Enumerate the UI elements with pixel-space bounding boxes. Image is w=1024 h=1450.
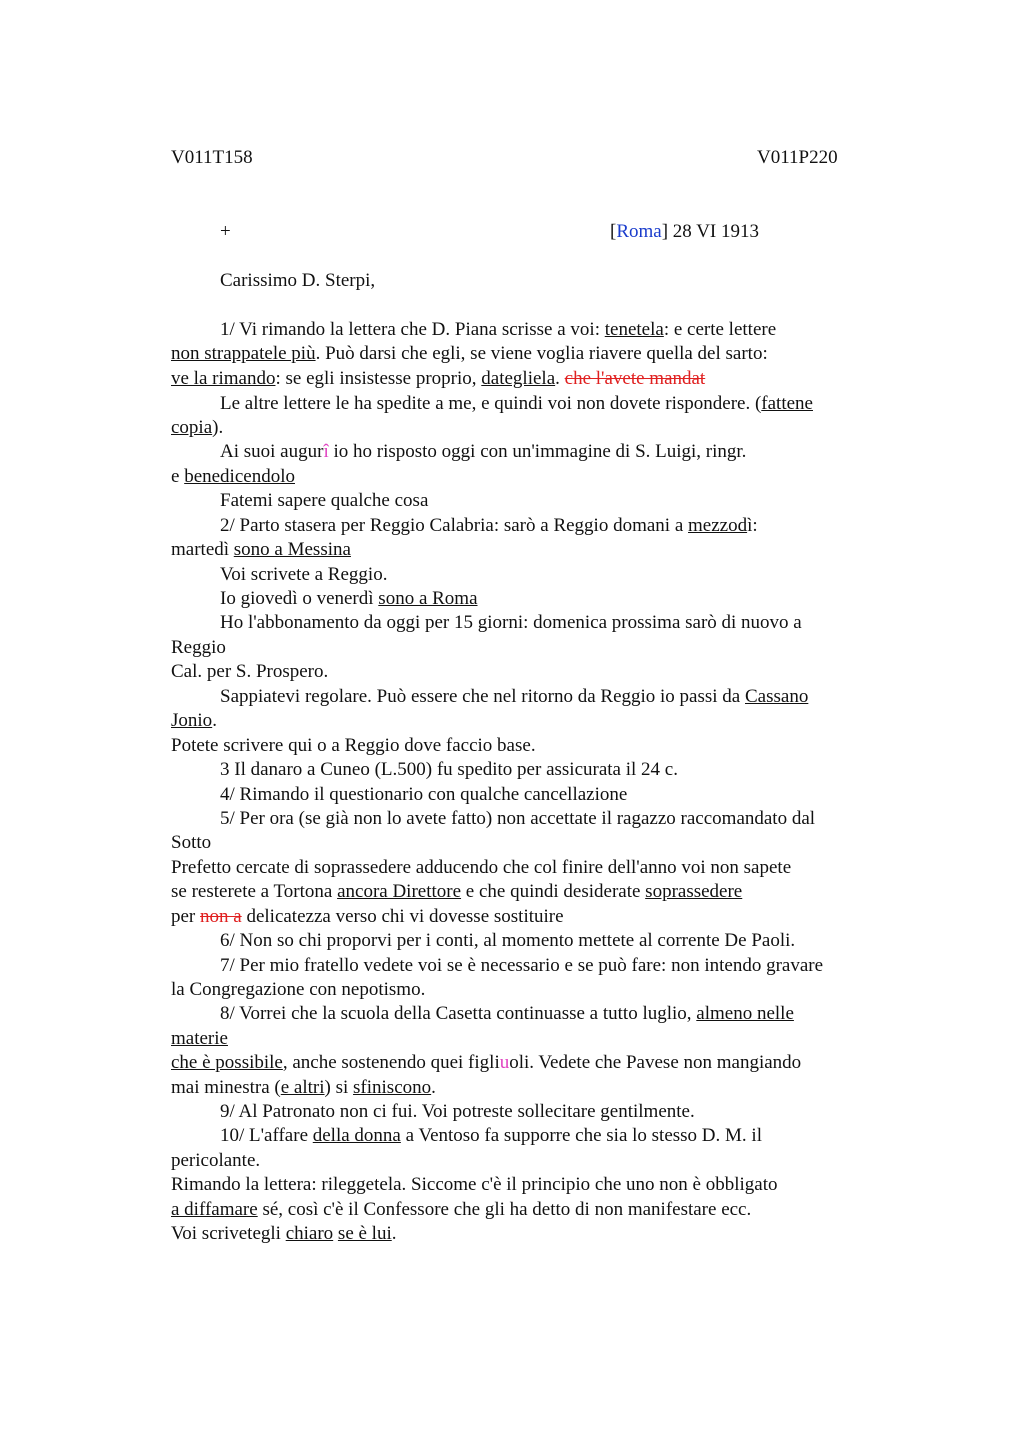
emendation-mark: u xyxy=(499,1052,510,1073)
text-line: 8/ Vorrei che la scuola della Casetta continuasse a tutto luglio, almeno nelle xyxy=(220,1003,794,1024)
text-line: Prefetto cercate di soprassedere adducendo che col finire dell'anno voi non sapete xyxy=(171,857,792,878)
text-line: Reggio xyxy=(171,637,226,658)
letter-date xyxy=(610,221,759,243)
text-line: 6/ Non so chi proporvi per i conti, al momento mettete al corrente De Paoli. xyxy=(220,930,796,951)
text-line: 5/ Per ora (se già non lo avete fatto) non accettate il ragazzo raccomandato dal xyxy=(220,808,816,829)
text-line: Sappiatevi regolare. Può essere che nel ritorno da Reggio io passi da Cassano xyxy=(220,686,809,707)
text-line: 7/ Per mio fratello vedete voi se è necessario e se può fare: non intendo gravare xyxy=(220,955,824,976)
text-line: Potete scrivere qui o a Reggio dove faccio base. xyxy=(171,735,536,756)
text-line: che è possibile, anche sostenendo quei figliuoli. Vedete che Pavese non mangiando xyxy=(171,1052,802,1073)
text-line: copia). xyxy=(171,417,224,438)
text-line: pericolante. xyxy=(171,1150,261,1171)
deleted-text: non a xyxy=(200,906,242,927)
date-place: Roma xyxy=(616,221,662,242)
text-line: martedì sono a Messina xyxy=(171,539,351,560)
date-rest: ] 28 VI 1913 xyxy=(661,221,760,242)
text-line: e benedicendolo xyxy=(171,466,295,487)
text-line: Cal. per S. Prospero. xyxy=(171,661,329,682)
text-line: Voi scrivete a Reggio. xyxy=(220,564,388,585)
text-line: Ai suoi augurî io ho risposto oggi con un'immagine di S. Luigi, ringr. xyxy=(220,441,747,462)
emendation-mark: î xyxy=(323,441,329,462)
text-line: 2/ Parto stasera per Reggio Calabria: sarò a Reggio domani a mezzodì: xyxy=(220,515,758,536)
text-line: 4/ Rimando il questionario con qualche cancellazione xyxy=(220,784,628,805)
text-line: Fatemi sapere qualche cosa xyxy=(220,490,429,511)
text-line: materie xyxy=(171,1028,228,1049)
text-line: 9/ Al Patronato non ci fui. Voi potreste sollecitare gentilmente. xyxy=(220,1101,695,1122)
text-line: Rimando la lettera: rileggetela. Siccome c'è il principio che uno non è obbligato xyxy=(171,1174,778,1195)
text-line: Voi scrivetegli chiaro se è lui. xyxy=(171,1223,397,1244)
text-line: 10/ L'affare della donna a Ventoso fa supporre che sia lo stesso D. M. il xyxy=(220,1125,762,1146)
text-line: Ho l'abbonamento da oggi per 15 giorni: domenica prossima sarò di nuovo a xyxy=(220,612,802,633)
salutation: Carissimo D. Sterpi, xyxy=(220,270,376,291)
text-line: Le altre lettere le ha spedite a me, e quindi voi non dovete rispondere. (fattene xyxy=(220,393,813,414)
text-line: se resterete a Tortona ancora Direttore e che quindi desiderate soprassedere xyxy=(171,881,743,902)
text-line: per non a delicatezza verso chi vi dovesse sostituire xyxy=(171,906,564,927)
document-code-right: V011P220 xyxy=(757,147,838,168)
text-line: Sotto xyxy=(171,832,212,853)
text-line: non strappatele più. Può darsi che egli, se viene voglia riavere quella del sarto: xyxy=(171,343,768,364)
text-line: 3 Il danaro a Cuneo (L.500) fu spedito per assicurata il 24 c. xyxy=(220,759,678,780)
date-bracket-open: [ xyxy=(610,221,617,242)
text-line: mai minestra (e altri) si sfiniscono. xyxy=(171,1077,436,1098)
deleted-text: che l'avete mandat xyxy=(564,368,706,389)
text-line: Jonio. xyxy=(171,710,217,731)
cross-mark: + xyxy=(220,221,231,242)
text-line: la Congregazione con nepotismo. xyxy=(171,979,426,1000)
text-line: ve la rimando: se egli insistesse proprio, dategliela. che l'avete mandat xyxy=(171,368,706,389)
document-code-left: V011T158 xyxy=(171,147,253,168)
text-line: 1/ Vi rimando la lettera che D. Piana scrisse a voi: tenetela: e certe lettere xyxy=(220,319,777,340)
text-line: a diffamare sé, così c'è il Confessore che gli ha detto di non manifestare ecc. xyxy=(171,1199,752,1220)
text-line: Io giovedì o venerdì sono a Roma xyxy=(220,588,478,609)
